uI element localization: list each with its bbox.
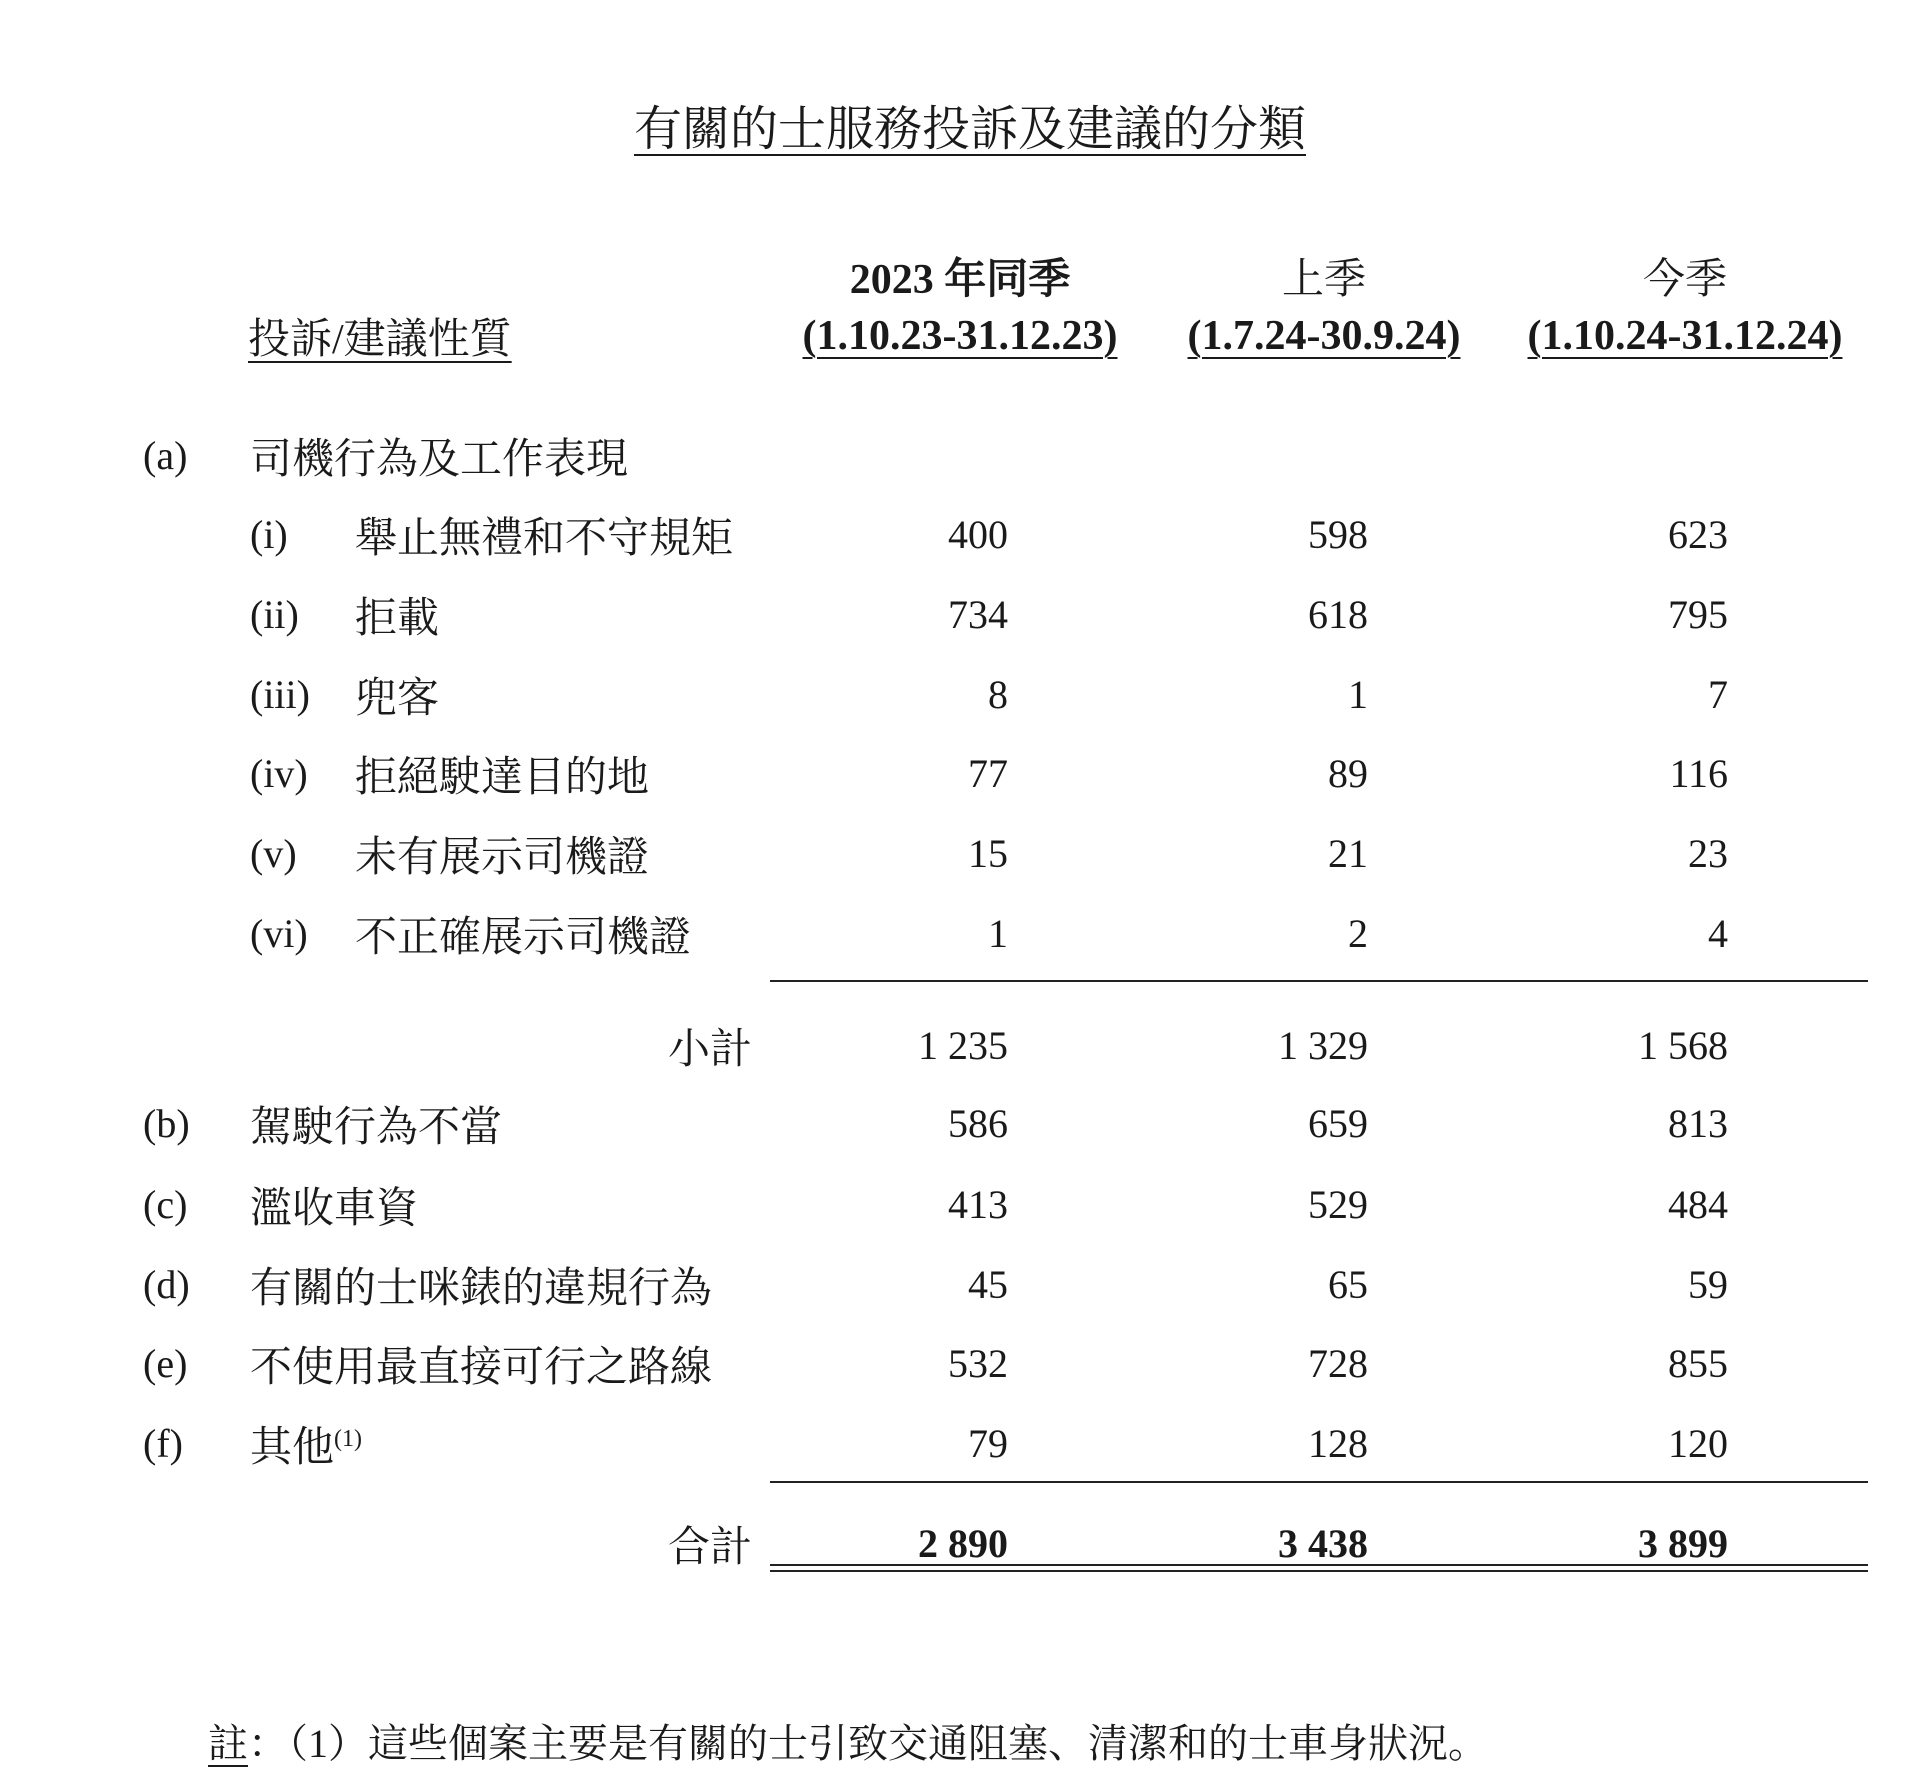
section-a-label: 司機行為及工作表現	[250, 437, 629, 483]
section-a-marker: (a)	[143, 433, 188, 478]
footnote	[208, 1712, 1488, 1769]
item-vi-marker: (vi)	[250, 911, 308, 956]
column-header-this-quarter: 今季	[1642, 257, 1727, 303]
subtotal-value-2023: 1 235	[918, 1023, 1008, 1068]
row-f-marker: (f)	[143, 1421, 183, 1466]
column-period-last-quarter: (1.7.24-30.9.24)	[1187, 313, 1461, 359]
row-c-value-2023: 413	[948, 1182, 1008, 1227]
row-b-marker: (b)	[143, 1101, 190, 1146]
total-value-2023: 2 890	[918, 1521, 1008, 1566]
total-label: 合計	[667, 1525, 752, 1571]
item-v-value-last: 21	[1328, 831, 1368, 876]
row-c-marker: (c)	[143, 1182, 188, 1227]
total-double-rule	[770, 1564, 1868, 1572]
total-rule	[770, 1481, 1868, 1483]
row-b-value-2023: 586	[948, 1101, 1008, 1146]
row-c-value-last: 529	[1308, 1182, 1368, 1227]
column-header-last-quarter: 上季	[1281, 257, 1366, 303]
row-b-label: 駕駛行為不當	[250, 1105, 503, 1151]
subtotal-value-this: 1 568	[1638, 1023, 1728, 1068]
row-c-label: 濫收車資	[250, 1186, 419, 1232]
item-ii-value-this: 795	[1668, 592, 1728, 637]
row-f-value-this: 120	[1668, 1421, 1728, 1466]
row-f-value-2023: 79	[968, 1421, 1008, 1466]
item-iii-label: 兜客	[355, 676, 440, 722]
item-i-value-last: 598	[1308, 512, 1368, 557]
row-d-value-2023: 45	[968, 1262, 1008, 1307]
subtotal-label: 小計	[667, 1027, 752, 1073]
row-d-marker: (d)	[143, 1262, 190, 1307]
category-header: 投訴/建議性質	[248, 317, 512, 363]
item-iii-marker: (iii)	[250, 672, 310, 717]
subtotal-rule	[770, 980, 1868, 982]
total-value-this: 3 899	[1638, 1521, 1728, 1566]
item-i-marker: (i)	[250, 512, 288, 557]
row-d-value-this: 59	[1688, 1262, 1728, 1307]
page-title: 有關的士服務投訴及建議的分類	[633, 103, 1306, 156]
column-period-2023: (1.10.23-31.12.23)	[802, 313, 1118, 359]
item-iv-value-this: 116	[1669, 751, 1728, 796]
item-v-marker: (v)	[250, 831, 297, 876]
item-i-value-2023: 400	[948, 512, 1008, 557]
row-d-label: 有關的士咪錶的違規行為	[250, 1266, 713, 1312]
item-v-value-this: 23	[1688, 831, 1728, 876]
row-b-value-this: 813	[1668, 1101, 1728, 1146]
item-iv-value-last: 89	[1328, 751, 1368, 796]
row-e-value-this: 855	[1668, 1341, 1728, 1386]
row-e-marker: (e)	[143, 1341, 188, 1386]
item-ii-marker: (ii)	[250, 592, 299, 637]
item-ii-value-2023: 734	[948, 592, 1008, 637]
row-e-value-2023: 532	[948, 1341, 1008, 1386]
column-period-this-quarter: (1.10.24-31.12.24)	[1527, 313, 1843, 359]
item-ii-value-last: 618	[1308, 592, 1368, 637]
row-e-value-last: 728	[1308, 1341, 1368, 1386]
item-vi-value-this: 4	[1708, 911, 1728, 956]
item-iv-value-2023: 77	[968, 751, 1008, 796]
row-b-value-last: 659	[1308, 1101, 1368, 1146]
row-d-value-last: 65	[1328, 1262, 1368, 1307]
item-vi-label: 不正確展示司機證	[355, 915, 692, 961]
item-i-value-this: 623	[1668, 512, 1728, 557]
item-iii-value-last: 1	[1348, 672, 1368, 717]
footnote-ref: (1)	[334, 1426, 362, 1452]
row-f-label: 其他$^{(1)}$	[250, 1425, 362, 1471]
item-iv-marker: (iv)	[250, 751, 308, 796]
item-vi-value-2023: 1	[988, 911, 1008, 956]
item-iii-value-2023: 8	[988, 672, 1008, 717]
column-header-2023: 2023 年同季	[849, 257, 1071, 303]
row-f-value-last: 128	[1308, 1421, 1368, 1466]
footnote-colon: ：	[248, 1721, 288, 1766]
item-iv-label: 拒絕駛達目的地	[355, 755, 650, 801]
item-ii-label: 拒載	[355, 596, 440, 642]
row-c-value-this: 484	[1668, 1182, 1728, 1227]
item-i-label: 舉止無禮和不守規矩	[355, 516, 734, 562]
subtotal-value-last: 1 329	[1278, 1023, 1368, 1068]
footnote-text: （1）這些個案主要是有關的士引致交通阻塞、清潔和的士車身狀況。	[288, 1721, 1488, 1766]
item-v-label: 未有展示司機證	[355, 835, 650, 881]
item-v-value-2023: 15	[968, 831, 1008, 876]
item-iii-value-this: 7	[1708, 672, 1728, 717]
footnote-label: 註	[208, 1721, 248, 1766]
row-e-label: 不使用最直接可行之路線	[250, 1345, 713, 1391]
item-vi-value-last: 2	[1348, 911, 1368, 956]
total-value-last: 3 438	[1278, 1521, 1368, 1566]
